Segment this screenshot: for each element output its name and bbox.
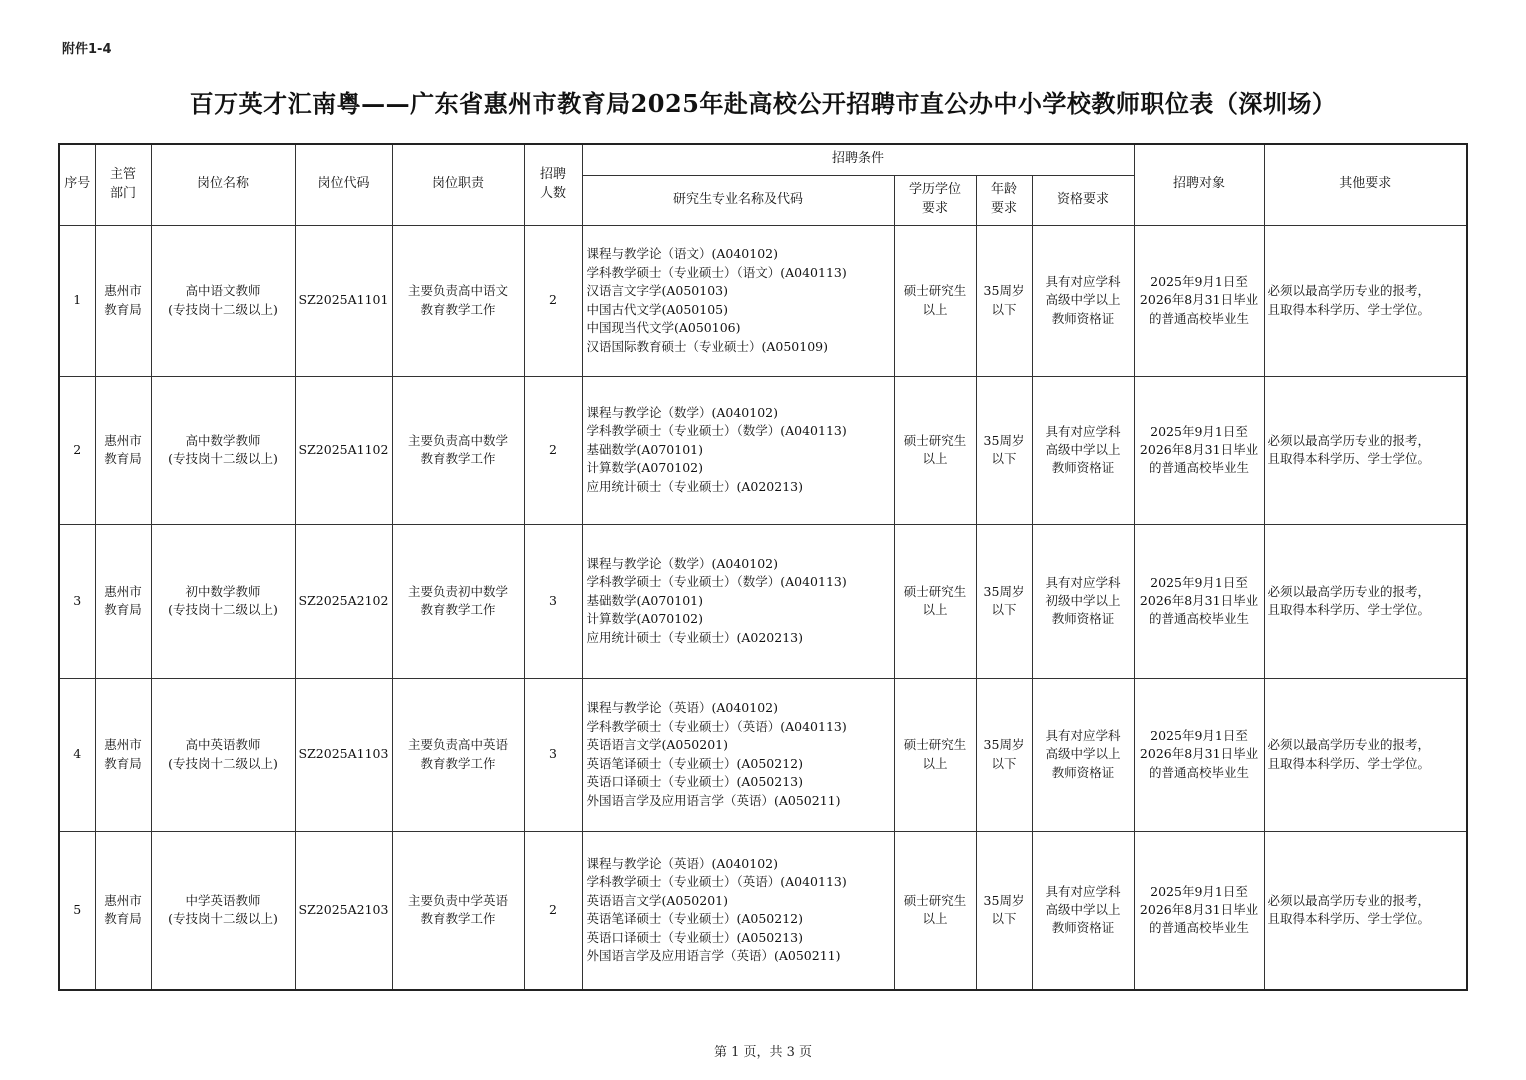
post-code-cell: SZ2025A1102 [295, 376, 392, 524]
major-item: 课程与教学论（语文）(A040102) [586, 246, 778, 261]
majors-cell [582, 225, 894, 376]
other-cell: 必须以最高学历专业的报考， 且取得本科学历、学士学位。 [1264, 678, 1467, 831]
majors-cell [582, 831, 894, 990]
dept-cell: 惠州市 教育局 [95, 376, 151, 524]
other-cell: 必须以最高学历专业的报考， 且取得本科学历、学士学位。 [1264, 225, 1467, 376]
header-qualification: 资格要求 [1032, 175, 1134, 225]
post-code-cell: SZ2025A1101 [295, 225, 392, 376]
count-cell: 3 [524, 524, 582, 678]
post-name-cell: 中学英语教师 (专技岗十二级以上) [151, 831, 295, 990]
seq-cell: 4 [59, 678, 95, 831]
page-title: 百万英才汇南粤——广东省惠州市教育局2025年赴高校公开招聘市直公办中小学校教师职位表（深圳场） [189, 89, 1337, 118]
major-item: 学科教学硕士（专业硕士）（语文）(A040113) [586, 264, 847, 280]
qualification-cell: 具有对应学科 高级中学以上 教师资格证 [1032, 225, 1134, 376]
target-cell: 2025年9月1日至 2026年8月31日毕业 的普通高校毕业生 [1134, 524, 1264, 678]
major-item: 英语笔译硕士（专业硕士）(A050212) [586, 755, 803, 771]
major-item: 英语口译硕士（专业硕士）(A050213) [586, 929, 803, 945]
age-cell: 35周岁 以下 [976, 524, 1032, 678]
age-cell: 35周岁 以下 [976, 376, 1032, 524]
table-row [59, 225, 1467, 376]
degree-cell: 硕士研究生 以上 [894, 376, 976, 524]
header-majors: 研究生专业名称及代码 [582, 175, 894, 225]
major-item: 汉语言文字学(A050103) [586, 283, 728, 298]
major-item: 中国古代文学(A050105) [586, 301, 728, 317]
header-target: 招聘对象 [1134, 144, 1264, 225]
age-cell: 35周岁 以下 [976, 225, 1032, 376]
major-item: 课程与教学论（数学）(A040102) [586, 404, 778, 420]
major-item: 应用统计硕士（专业硕士）(A020213) [586, 629, 803, 645]
post-code-cell: SZ2025A2102 [295, 524, 392, 678]
major-item: 学科教学硕士（专业硕士）（英语）(A040113) [586, 874, 847, 890]
majors-cell [582, 376, 894, 524]
qualification-cell: 具有对应学科 高级中学以上 教师资格证 [1032, 376, 1134, 524]
table-row [59, 524, 1467, 678]
major-item: 英语口译硕士（专业硕士）(A050213) [586, 774, 803, 789]
qualification-cell: 具有对应学科 初级中学以上 教师资格证 [1032, 524, 1134, 678]
major-item: 计算数学(A070102) [586, 460, 703, 476]
age-cell: 35周岁 以下 [976, 831, 1032, 990]
header-count: 招聘 人数 [524, 144, 582, 225]
other-cell: 必须以最高学历专业的报考， 且取得本科学历、学士学位。 [1264, 376, 1467, 524]
degree-cell: 硕士研究生 以上 [894, 831, 976, 990]
major-item: 外国语言学及应用语言学（英语）(A050211) [586, 792, 841, 808]
major-item: 英语语言文学(A050201) [586, 737, 728, 752]
post-name-cell: 高中语文教师 (专技岗十二级以上) [151, 225, 295, 376]
major-item: 基础数学(A070101) [586, 592, 703, 608]
dept-cell: 惠州市 教育局 [95, 524, 151, 678]
major-item: 学科教学硕士（专业硕士）（英语）(A040113) [586, 718, 847, 734]
table-row [59, 678, 1467, 831]
post-name-cell: 高中数学教师 (专技岗十二级以上) [151, 376, 295, 524]
dept-cell: 惠州市 教育局 [95, 225, 151, 376]
degree-cell: 硕士研究生 以上 [894, 225, 976, 376]
table-body [59, 225, 1467, 990]
header-post-code: 岗位代码 [295, 144, 392, 225]
header-conditions: 招聘条件 [582, 144, 1134, 175]
post-name-cell: 初中数学教师 (专技岗十二级以上) [151, 524, 295, 678]
other-cell: 必须以最高学历专业的报考， 且取得本科学历、学士学位。 [1264, 524, 1467, 678]
major-item: 英语笔译硕士（专业硕士）(A050212) [586, 911, 803, 927]
dept-cell: 惠州市 教育局 [95, 678, 151, 831]
age-cell: 35周岁 以下 [976, 678, 1032, 831]
positions-table [58, 143, 1468, 991]
major-item: 学科教学硕士（专业硕士）（数学）(A040113) [586, 423, 847, 439]
target-cell: 2025年9月1日至 2026年8月31日毕业 的普通高校毕业生 [1134, 376, 1264, 524]
count-cell: 2 [524, 225, 582, 376]
other-cell: 必须以最高学历专业的报考， 且取得本科学历、学士学位。 [1264, 831, 1467, 990]
degree-cell: 硕士研究生 以上 [894, 678, 976, 831]
header-row-1 [59, 144, 1467, 175]
major-item: 外国语言学及应用语言学（英语）(A050211) [586, 948, 841, 964]
header-age: 年龄 要求 [976, 175, 1032, 225]
qualification-cell: 具有对应学科 高级中学以上 教师资格证 [1032, 831, 1134, 990]
seq-cell: 2 [59, 376, 95, 524]
duty-cell: 主要负责中学英语 教育教学工作 [392, 831, 524, 990]
duty-cell: 主要负责高中英语 教育教学工作 [392, 678, 524, 831]
major-item: 英语语言文学(A050201) [586, 892, 728, 908]
attachment-label: 附件1-4 [62, 42, 112, 57]
seq-cell: 3 [59, 524, 95, 678]
major-item: 计算数学(A070102) [586, 611, 703, 627]
header-other: 其他要求 [1264, 144, 1467, 225]
target-cell: 2025年9月1日至 2026年8月31日毕业 的普通高校毕业生 [1134, 225, 1264, 376]
majors-cell [582, 524, 894, 678]
duty-cell: 主要负责高中语文 教育教学工作 [392, 225, 524, 376]
seq-cell: 1 [59, 225, 95, 376]
qualification-cell: 具有对应学科 高级中学以上 教师资格证 [1032, 678, 1134, 831]
major-item: 应用统计硕士（专业硕士）(A020213) [586, 478, 803, 494]
header-duty: 岗位职责 [392, 144, 524, 225]
major-item: 课程与教学论（英语）(A040102) [586, 700, 778, 715]
degree-cell: 硕士研究生 以上 [894, 524, 976, 678]
dept-cell: 惠州市 教育局 [95, 831, 151, 990]
majors-cell [582, 678, 894, 831]
count-cell: 2 [524, 831, 582, 990]
post-code-cell: SZ2025A2103 [295, 831, 392, 990]
table-row [59, 376, 1467, 524]
target-cell: 2025年9月1日至 2026年8月31日毕业 的普通高校毕业生 [1134, 831, 1264, 990]
major-item: 中国现当代文学(A050106) [586, 320, 741, 335]
major-item: 学科教学硕士（专业硕士）（数学）(A040113) [586, 574, 847, 590]
post-name-cell: 高中英语教师 (专技岗十二级以上) [151, 678, 295, 831]
duty-cell: 主要负责高中数学 教育教学工作 [392, 376, 524, 524]
header-seq: 序号 [59, 144, 95, 225]
duty-cell: 主要负责初中数学 教育教学工作 [392, 524, 524, 678]
count-cell: 2 [524, 376, 582, 524]
count-cell: 3 [524, 678, 582, 831]
table-row [59, 831, 1467, 990]
major-item: 基础数学(A070101) [586, 441, 703, 457]
header-post-name: 岗位名称 [151, 144, 295, 225]
major-item: 课程与教学论（英语）(A040102) [586, 855, 778, 871]
header-dept: 主管 部门 [95, 144, 151, 225]
seq-cell: 5 [59, 831, 95, 990]
target-cell: 2025年9月1日至 2026年8月31日毕业 的普通高校毕业生 [1134, 678, 1264, 831]
header-degree: 学历学位 要求 [894, 175, 976, 225]
major-item: 汉语国际教育硕士（专业硕士）(A050109) [586, 338, 828, 354]
page-footer: 第 1 页，共 3 页 [713, 1045, 813, 1060]
major-item: 课程与教学论（数学）(A040102) [586, 555, 778, 571]
post-code-cell: SZ2025A1103 [295, 678, 392, 831]
